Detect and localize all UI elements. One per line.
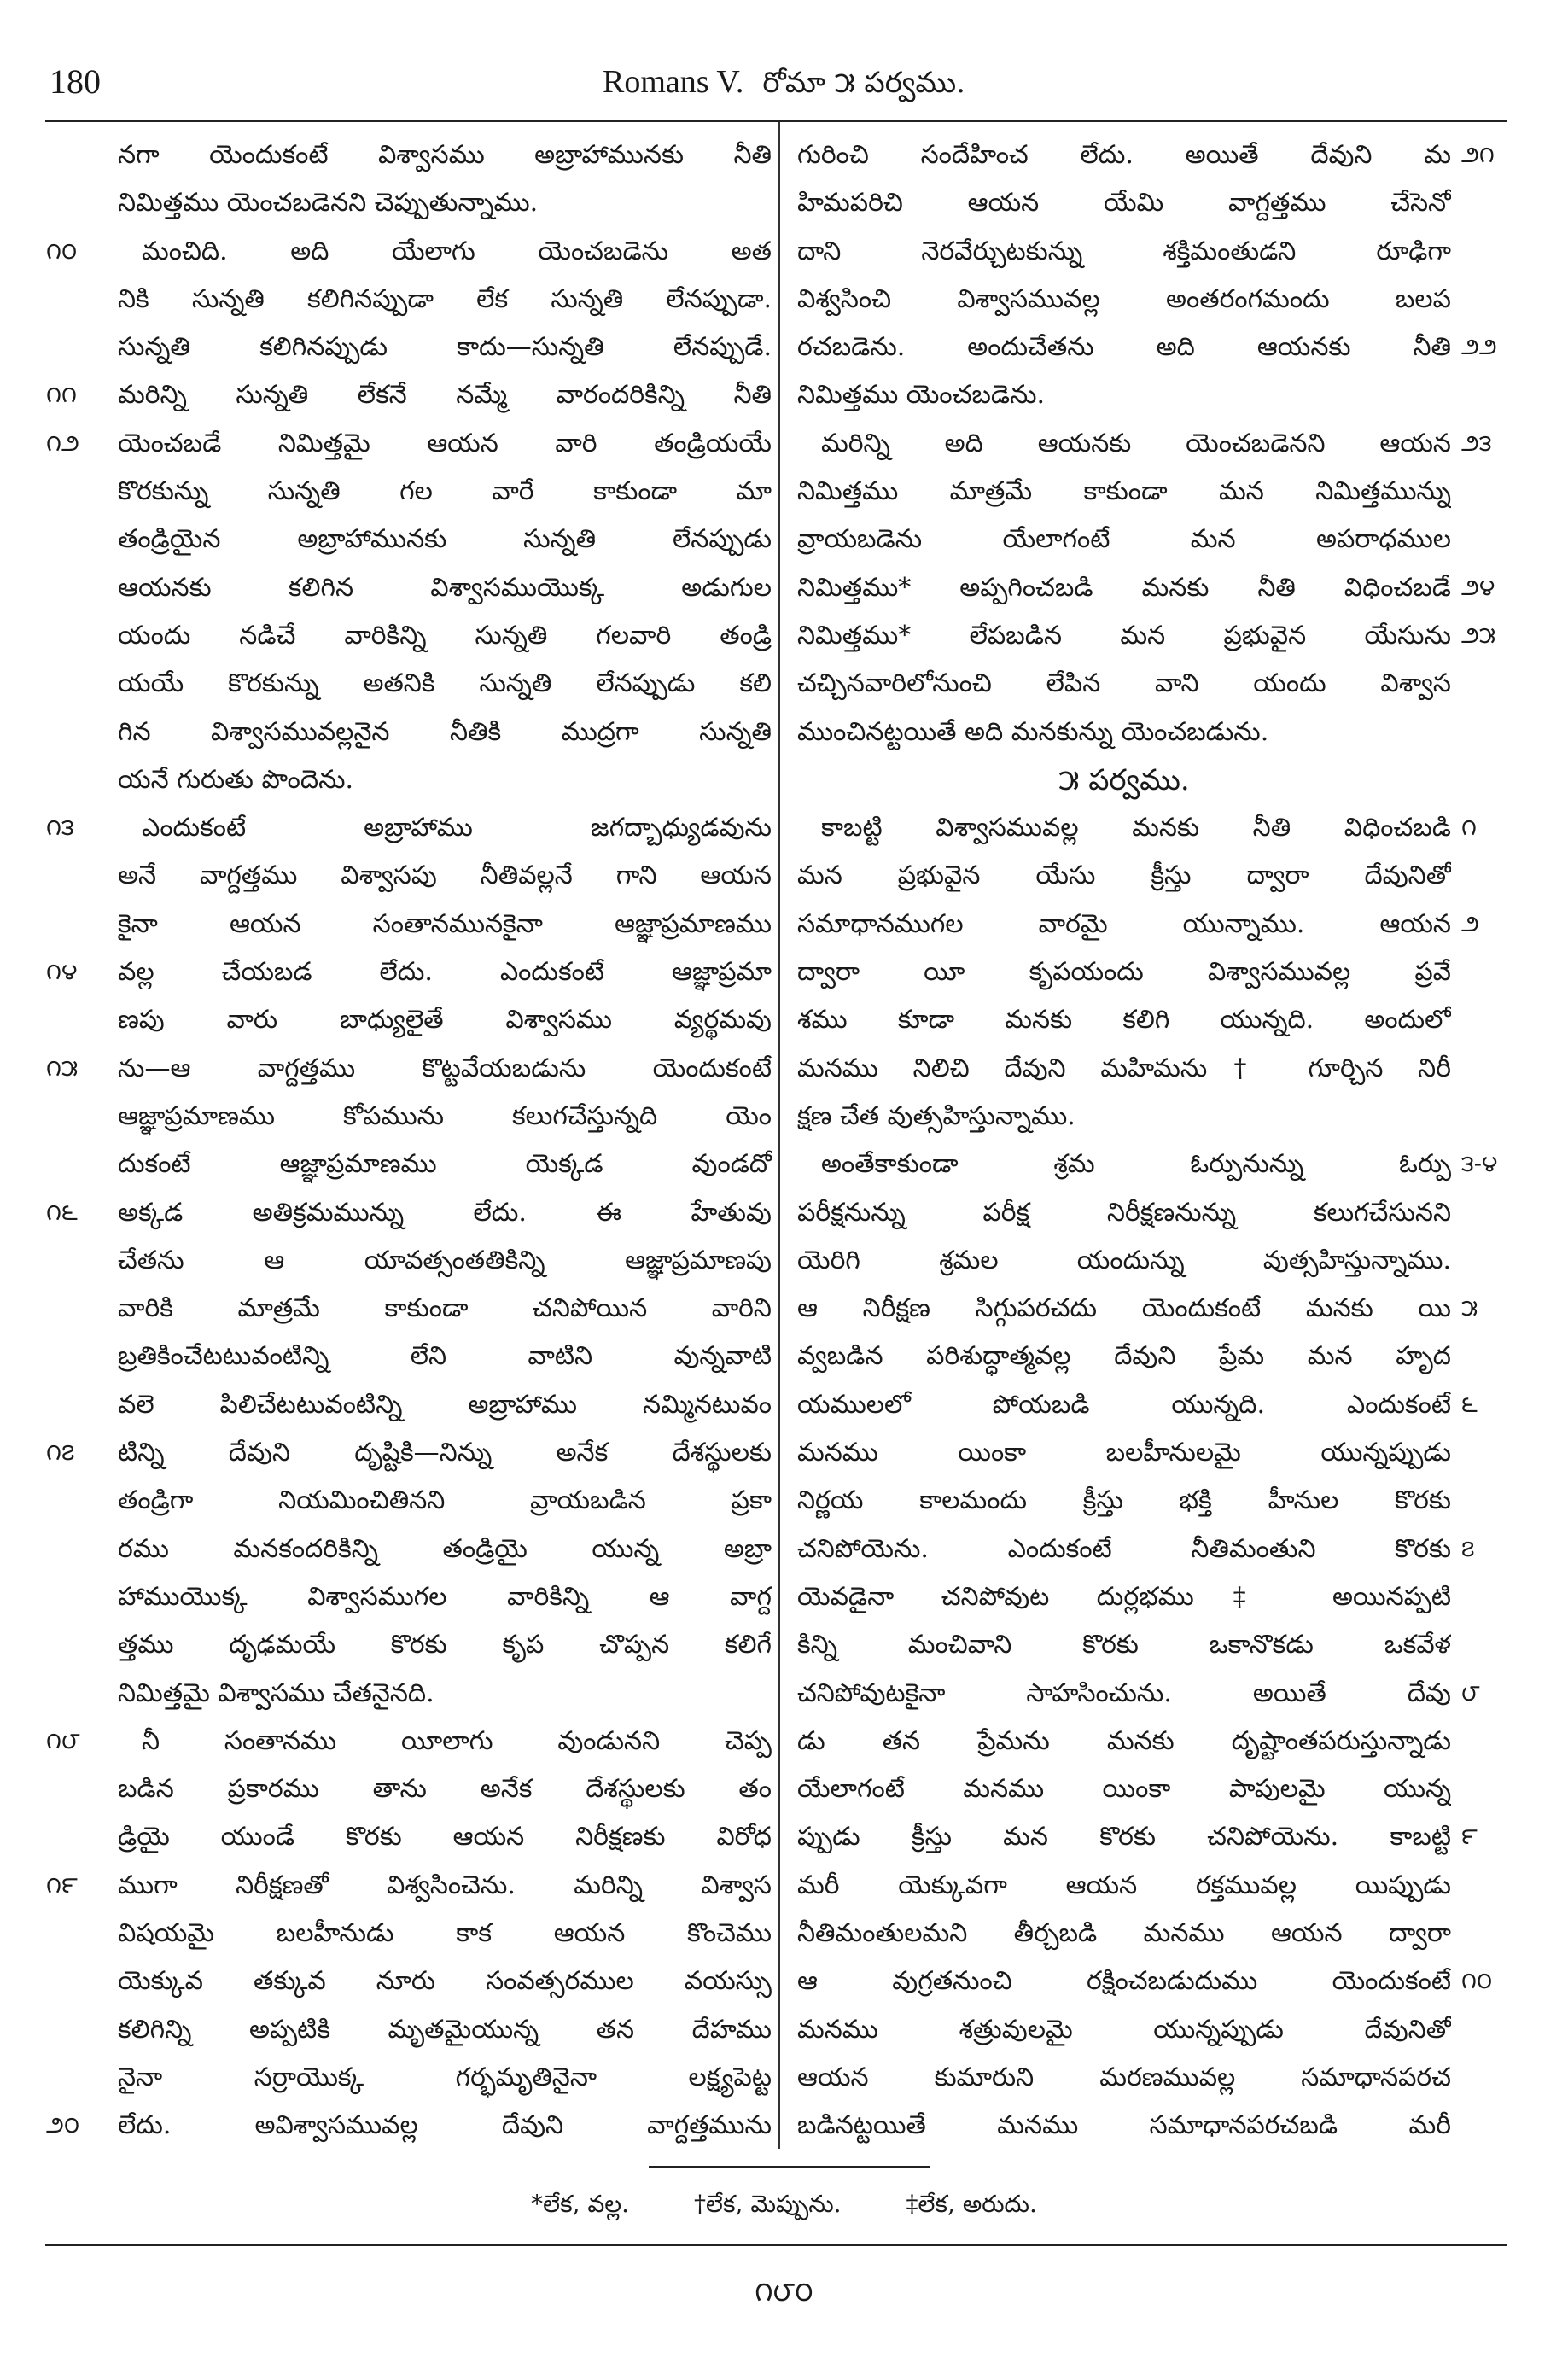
margin-slot	[46, 852, 114, 900]
text-line: మనము యింకా బలహీనులమై యున్నప్పుడు	[797, 1438, 1451, 1468]
text-line: దాని నెరవేర్చుటకున్ను శక్తిమంతుడని రూఢిగా	[797, 236, 1451, 266]
verse-number: ౧౭	[46, 1439, 75, 1467]
footnote: ‡లేక, అరుదు.	[906, 2190, 1037, 2218]
text-line: నీ సంతానము యీలాగు వుండునని చెప్ప	[142, 1725, 772, 1756]
margin-slot	[1461, 1477, 1555, 1525]
text-line: నిర్ణయ కాలమందు క్రీస్తు భక్తి హీనుల కొరకు	[797, 1485, 1451, 1516]
text-line: హిమపరిచి ఆయన యేమి వాగ్దత్తము చేసెనో	[797, 188, 1451, 219]
margin-slot	[1461, 228, 1555, 276]
text-line: వల్ల చేయబడ లేదు. ఎందుకంటే ఆజ్ఞాప్రమా	[118, 957, 772, 988]
text-line: వ్రాయబడెను యేలాగంటే మన అపరాధముల	[797, 524, 1451, 555]
left-verse-numbers	[46, 131, 114, 2150]
margin-slot	[46, 276, 114, 324]
verse-number: ౧౦	[46, 237, 78, 265]
margin-slot	[46, 324, 114, 371]
margin-slot	[1461, 276, 1555, 324]
margin-slot	[46, 468, 114, 516]
left-column	[118, 131, 772, 2150]
margin-slot	[1461, 1093, 1555, 1141]
margin-slot	[46, 1910, 114, 1958]
text-line: నికి సున్నతి కలిగినప్పుడా లేక సున్నతి లేనప్పుడా.	[118, 283, 772, 314]
text-line: నగా యెందుకంటే విశ్వాసము అబ్రాహామునకు నీతి	[118, 140, 772, 170]
text-line: గురించి సందేహించ లేదు. అయితే దేవుని మ	[797, 140, 1451, 170]
footnote-rule	[649, 2166, 930, 2168]
text-line: దుకంటే ఆజ్ఞాప్రమాణము యెక్కడ వుండదో	[118, 1149, 772, 1180]
text-line: నైనా సర్రాయొక్క గర్భమృతినైనా లక్ష్యపెట్ట	[118, 2062, 772, 2092]
running-title-english: Romans V.	[602, 64, 744, 100]
margin-slot	[46, 756, 114, 804]
text-line: ఆ నిరీక్షణ సిగ్గుపరచదు యెందుకంటే మనకు యి	[797, 1293, 1451, 1324]
text-line: గిన విశ్వాసమువల్లనైన నీతికి ముద్రగా సున్నతి	[118, 716, 772, 747]
verse-number: ౮	[1461, 1679, 1480, 1707]
text-line: విషయమై బలహీనుడు కాక ఆయన కొంచెము	[118, 1917, 772, 1948]
margin-slot	[1461, 1573, 1555, 1621]
text-line: ఎందుకంటే అబ్రాహాము జగద్బాధ్యుడవును	[142, 813, 772, 843]
text-line: డ్రియై యుండే కొరకు ఆయన నిరీక్షణకు విరోధ	[118, 1822, 772, 1853]
text-line: విశ్వసించి విశ్వాసమువల్ల అంతరంగమందు బలప	[797, 283, 1451, 314]
verse-number: ౩-౪	[1461, 1151, 1498, 1178]
header-rule	[45, 120, 1507, 122]
verse-number: ౧౦	[1461, 1968, 1493, 1995]
right-column	[797, 131, 1451, 2150]
right-verse-numbers	[1461, 131, 1555, 2150]
text-line: యెక్కువ తక్కువ నూరు సంవత్సరముల వయస్సు	[118, 1966, 772, 1997]
margin-slot	[1461, 1718, 1555, 1765]
text-line: ముంచినట్టయితే అది మనకున్ను యెంచబడును.	[797, 716, 1269, 747]
text-line: వారికి మాత్రమే కాకుండా చనిపోయిన వారిని	[118, 1293, 772, 1324]
margin-slot	[1461, 660, 1555, 708]
text-line: యందు నడిచే వారికిన్ని సున్నతి గలవారి తండ్రి	[118, 620, 772, 651]
text-line: ముగా నిరీక్షణతో విశ్వసించెను. మరిన్ని విశ్వాస	[118, 1870, 772, 1900]
running-title-telugu: రోమా ౫ పర్వము.	[762, 66, 965, 100]
margin-slot	[46, 1285, 114, 1333]
text-line: నిమిత్తము* అప్పగించబడి మనకు నీతి విధించబడే	[797, 572, 1451, 603]
text-line: చనిపోయెను. ఎందుకంటే నీతిమంతుని కొరకు	[797, 1533, 1451, 1564]
verse-number: ౨౦	[46, 2112, 80, 2139]
text-line: చచ్చినవారిలోనుంచి లేపిన వాని యందు విశ్వాస	[797, 668, 1451, 699]
verse-number: ౨౪	[1461, 574, 1495, 601]
verse-number: ౫	[1461, 1295, 1478, 1322]
margin-slot	[46, 1477, 114, 1525]
margin-slot	[1461, 1862, 1555, 1910]
text-line: చేతను ఆ యావత్సంతతికిన్ని ఆజ్ఞాప్రమాణపు	[118, 1245, 772, 1275]
margin-slot	[46, 2054, 114, 2102]
margin-slot	[1461, 996, 1555, 1044]
text-line: బ్రతికించేటటువంటిన్ని లేని వాటిని వున్నవాటి	[118, 1341, 772, 1372]
text-line: తండ్రియైన అబ్రాహామునకు సున్నతి లేనప్పుడు	[118, 524, 772, 555]
verse-number: ౧౩	[46, 814, 74, 842]
margin-slot	[46, 131, 114, 179]
margin-slot	[46, 996, 114, 1044]
text-line: డు తన ప్రేమను మనకు దృష్టాంతపరుస్తున్నాడు	[797, 1725, 1451, 1756]
text-line: ఆయన కుమారుని మరణమువల్ల సమాధానపరచ	[797, 2062, 1451, 2092]
text-line: కాబట్టి విశ్వాసమువల్ల మనకు నీతి విధించబడి	[821, 813, 1451, 843]
text-line: ణపు వారు బాధ్యులైతే విశ్వాసము వ్యర్థమవు	[118, 1005, 772, 1036]
text-line: నిమిత్తమై విశ్వాసము చేతనైనది.	[118, 1678, 434, 1708]
margin-slot	[1461, 1333, 1555, 1380]
text-line: యనే గురుతు పొందెను.	[118, 764, 354, 795]
text-line: మరిన్ని సున్నతి లేకనే నమ్మే వారందరికిన్ని నీతి	[118, 380, 772, 411]
margin-slot	[1461, 516, 1555, 563]
margin-slot	[1461, 1621, 1555, 1669]
footnote: †లేక, మెప్పును.	[694, 2190, 842, 2218]
verse-number: ౨౫	[1461, 621, 1496, 649]
margin-slot	[46, 1526, 114, 1573]
text-line: మరీ యెక్కువగా ఆయన రక్తమువల్ల యిప్పుడు	[797, 1870, 1451, 1900]
margin-slot	[46, 1621, 114, 1669]
verse-number: ౬	[1461, 1391, 1478, 1418]
text-line: ఆ వుగ్రతనుంచి రక్షించబడుదుము యెందుకంటే	[797, 1966, 1451, 1997]
verse-number: ౧౨	[46, 429, 79, 457]
text-line: సున్నతి కలిగినప్పుడు కాదు—సున్నతి లేనప్పుడే.	[118, 332, 772, 363]
text-line: బడిన ప్రకారము తాను అనేక దేశస్థులకు తం	[118, 1774, 772, 1805]
text-line: మన ప్రభువైన యేసు క్రీస్తు ద్వారా దేవునితో	[797, 861, 1451, 891]
margin-slot	[1461, 756, 1555, 804]
text-line: ద్వారా యీ కృపయందు విశ్వాసమువల్ల ప్రవే	[797, 957, 1451, 988]
footnotes	[85, 2182, 1483, 2226]
verse-number: ౯	[1461, 1823, 1478, 1851]
text-line: రచబడెను. అందుచేతను అది ఆయనకు నీతి	[797, 332, 1451, 363]
margin-slot	[46, 1237, 114, 1285]
text-line: కలిగిన్ని అప్పటికి మృతమైయున్న తన దేహము	[118, 2014, 772, 2045]
margin-slot	[1461, 1045, 1555, 1093]
verse-number: ౭	[1461, 1535, 1475, 1562]
text-line: మరిన్ని అది ఆయనకు యెంచబడెనని ఆయన	[821, 428, 1451, 458]
text-line: హాముయొక్క విశ్వాసముగల వారికిన్ని ఆ వాగ్ద	[118, 1581, 772, 1612]
margin-slot	[1461, 709, 1555, 756]
text-line: బడినట్టయితే మనము సమాధానపరచబడి మరీ	[797, 2110, 1451, 2141]
verse-number: ౧౫	[46, 1054, 79, 1082]
text-line: యములలో పోయబడి యున్నది. ఎందుకంటే	[797, 1389, 1451, 1420]
verse-number: ౨	[1461, 910, 1479, 937]
text-line: నిమిత్తము యెంచబడెను.	[797, 380, 1046, 411]
text-line: శము కూడా మనకు కలిగి యున్నది. అందులో	[797, 1005, 1451, 1036]
text-line: యెంచబడే నిమిత్తమై ఆయన వారి తండ్రియయే	[118, 428, 772, 458]
margin-slot	[46, 1381, 114, 1429]
margin-slot	[46, 612, 114, 660]
text-line: నిమిత్తము* లేపబడిన మన ప్రభువైన యేసును	[797, 620, 1451, 651]
margin-slot	[1461, 1429, 1555, 1477]
text-line: క్షణ చేత వుత్సహిస్తున్నాము.	[797, 1100, 1075, 1131]
text-line: యేలాగంటే మనము యింకా పాపులమై యున్న	[797, 1774, 1451, 1805]
text-line: ఆయనకు కలిగిన విశ్వాసముయొక్క అడుగుల	[118, 572, 772, 603]
text-line: అక్కడ అతిక్రమమున్ను లేదు. ఈ హేతువు	[118, 1197, 772, 1228]
margin-slot	[46, 1958, 114, 2005]
margin-slot	[1461, 468, 1555, 516]
verse-number: ౧౪	[46, 959, 78, 986]
verse-number: ౨౨	[1461, 334, 1497, 361]
text-line: యయే కొరకున్ను అతనికి సున్నతి లేనప్పుడు కలి	[118, 668, 772, 699]
margin-slot	[46, 660, 114, 708]
text-line: మంచిది. అది యేలాగు యెంచబడెను అత	[142, 236, 772, 266]
margin-slot	[46, 1765, 114, 1813]
verse-number: ౨౧	[1461, 142, 1495, 168]
text-line: ప్పుడు క్రీస్తు మన కొరకు చనిపోయెను. కాబట్టి	[797, 1822, 1451, 1853]
margin-slot	[46, 1141, 114, 1188]
verse-number: ౧౮	[46, 1727, 80, 1754]
margin-slot	[46, 1333, 114, 1380]
margin-slot	[1461, 852, 1555, 900]
text-line: యెరిగి శ్రమల యందున్ను వుత్సహిస్తున్నాము.	[797, 1245, 1451, 1275]
margin-slot	[46, 1813, 114, 1861]
bottom-rule	[45, 2244, 1507, 2246]
margin-slot	[1461, 179, 1555, 227]
margin-slot	[46, 1093, 114, 1141]
margin-slot	[1461, 1237, 1555, 1285]
margin-slot	[1461, 2054, 1555, 2102]
text-line: కిన్ని మంచివాని కొరకు ఒకానొకడు ఒకవేళ	[797, 1630, 1451, 1660]
text-line: తండ్రిగా నియమించితినని వ్రాయబడిన ప్రకా	[118, 1485, 772, 1516]
footnote: *లేక, వల్ల.	[531, 2190, 630, 2218]
text-line: కొరకున్ను సున్నతి గల వారే కాకుండా మా	[118, 476, 772, 507]
text-line: మనము శత్రువులమై యున్నప్పుడు దేవునితో	[797, 2014, 1451, 2045]
text-line: మనము నిలిచి దేవుని మహిమను† గూర్చిన నిరీ	[797, 1053, 1451, 1083]
verse-number: ౧	[1461, 814, 1477, 842]
text-line: ఆజ్ఞాప్రమాణము కోపమును కలుగచేస్తున్నది యెం	[118, 1100, 772, 1131]
chapter-heading: ౫ పర్వము.	[1058, 762, 1190, 797]
margin-slot	[1461, 2006, 1555, 2054]
text-line: లేదు. అవిశ్వాసమువల్ల దేవుని వాగ్దత్తమును	[118, 2110, 772, 2141]
verse-number: ౨౩	[1461, 429, 1492, 457]
margin-slot	[1461, 1910, 1555, 1958]
margin-slot	[46, 179, 114, 227]
footer-page-number: ౧౮౦	[755, 2275, 813, 2308]
text-line: చనిపోవుటకైనా సాహసించును. అయితే దేవు	[797, 1678, 1451, 1708]
text-line: వ్వబడిన పరిశుద్ధాత్మవల్ల దేవుని ప్రేమ మన హృద	[797, 1341, 1451, 1372]
margin-slot	[46, 709, 114, 756]
page-number: 180	[50, 62, 101, 101]
verse-number: ౧౯	[46, 1871, 78, 1899]
margin-slot	[46, 901, 114, 948]
margin-slot	[1461, 2102, 1555, 2150]
verse-number: ౧౧	[46, 382, 77, 409]
text-line: పరీక్షనున్ను పరీక్ష నిరీక్షణనున్ను కలుగచేసునని	[797, 1197, 1451, 1228]
text-line: టిన్ని దేవుని దృష్టికి—నిన్ను అనేక దేశస్థులకు	[118, 1438, 772, 1468]
text-line: నిమిత్తము మాత్రమే కాకుండా మన నిమిత్తమున్ను	[797, 476, 1451, 507]
text-line: కైనా ఆయన సంతానమునకైనా ఆజ్ఞాప్రమాణము	[118, 908, 772, 939]
text-line: సమాధానముగల వారమై యున్నాము. ఆయన	[797, 908, 1451, 939]
verse-number: ౧౬	[46, 1199, 78, 1226]
margin-slot	[1461, 371, 1555, 419]
text-line: నిమిత్తము యెంచబడెనని చెప్పుతున్నాము.	[118, 188, 539, 219]
text-line: అనే వాగ్దత్తము విశ్వాసపు నీతివల్లనే గాని ఆయన	[118, 861, 772, 891]
margin-slot	[46, 516, 114, 563]
running-title	[256, 60, 1312, 105]
margin-slot	[46, 1670, 114, 1718]
column-divider	[778, 122, 780, 2149]
text-line: రము మనకందరికిన్ని తండ్రియై యున్న అబ్రా	[118, 1533, 772, 1564]
text-line: అంతేకాకుండా శ్రమ ఓర్పునున్ను ఓర్పు	[821, 1149, 1451, 1180]
text-line: త్తము దృఢమయే కొరకు కృప చొప్పన కలిగే	[118, 1630, 772, 1660]
text-line: యెవడైనా చనిపోవుట దుర్లభము‡ అయినప్పటి	[797, 1581, 1451, 1612]
text-line: నీతిమంతులమని తీర్చబడి మనము ఆయన ద్వారా	[797, 1917, 1451, 1948]
text-line: ను—ఆ వాగ్దత్తము కొట్టవేయబడును యెందుకంటే	[118, 1053, 772, 1083]
margin-slot	[1461, 948, 1555, 996]
margin-slot	[46, 1573, 114, 1621]
margin-slot	[46, 564, 114, 612]
text-line: వలె పిలిచేటటువంటిన్ని అబ్రాహాము నమ్మినటువం	[118, 1389, 772, 1420]
margin-slot	[1461, 1189, 1555, 1237]
margin-slot	[1461, 1765, 1555, 1813]
margin-slot	[46, 2006, 114, 2054]
